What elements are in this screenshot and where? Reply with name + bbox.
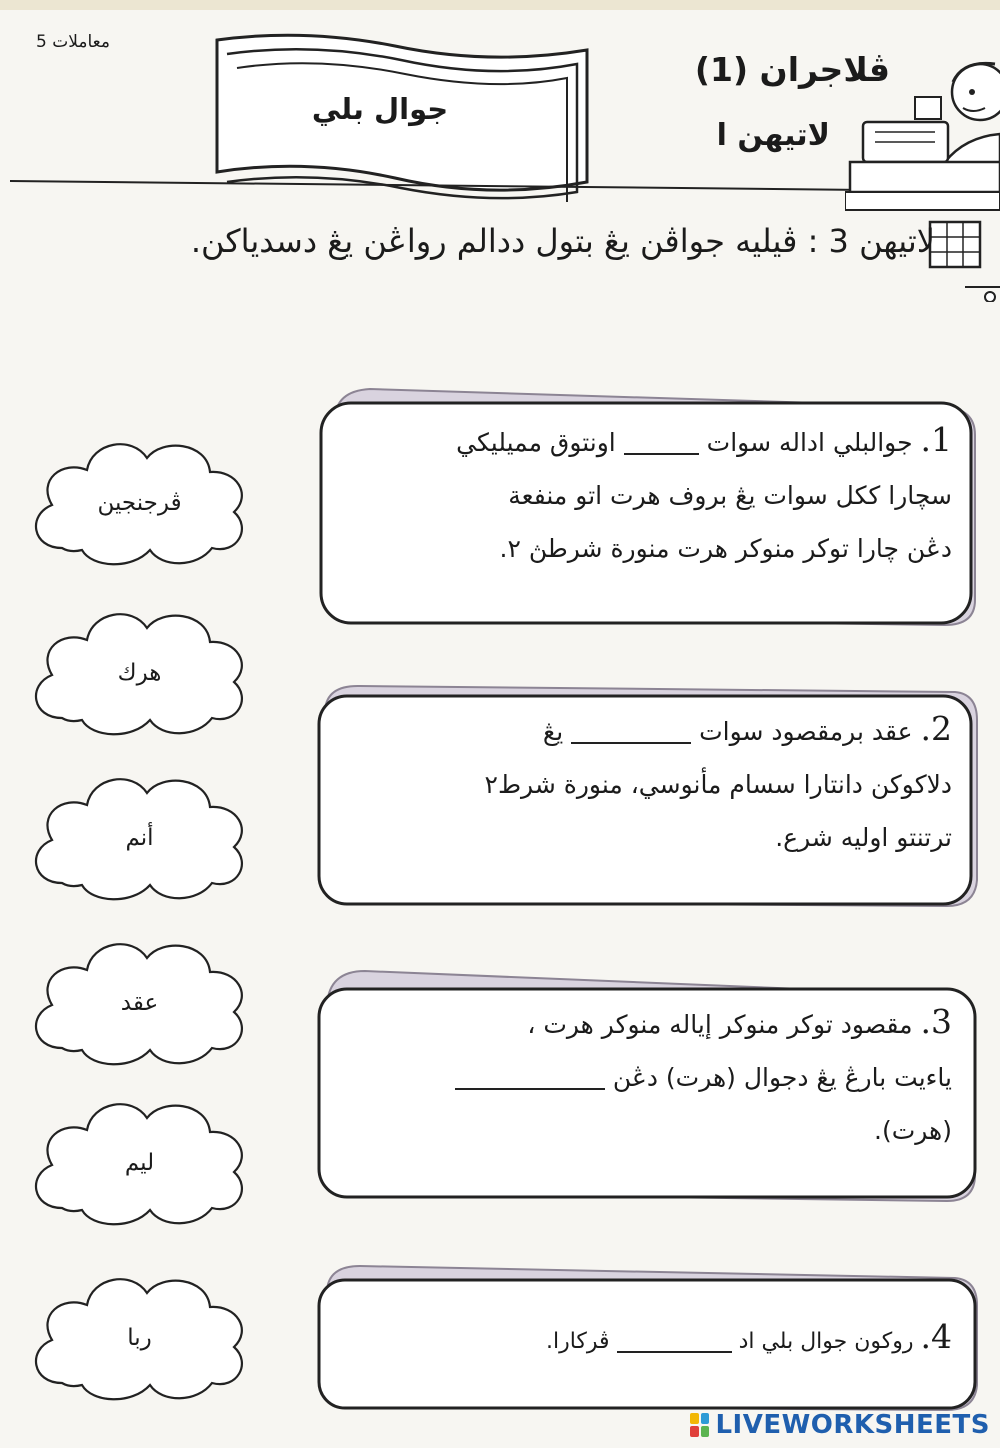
question-number: 3. xyxy=(920,1002,952,1041)
choice-word: ليم xyxy=(124,1149,155,1176)
question-text: دلاكوكن دانتارا سسام مأنوسي، منورة شرط٢ xyxy=(484,770,952,799)
question-number: 1. xyxy=(920,420,952,459)
answer-blank-1[interactable] xyxy=(624,433,699,455)
question-number: 4. xyxy=(920,1317,952,1356)
question-text: ترتنتو اوليه شرع. xyxy=(775,823,952,852)
answer-blank-2[interactable] xyxy=(571,722,691,744)
question-text: ڤركارا. xyxy=(546,1329,610,1354)
question-number: 2. xyxy=(920,709,952,748)
question-text: سچارا ككل سوات يڠ بروف هرت اتو منفعة xyxy=(508,481,952,510)
answer-blank-3[interactable] xyxy=(455,1068,605,1090)
question-text: عقد برمقصود سوات xyxy=(699,717,913,746)
choice-word: عقد xyxy=(120,989,159,1016)
liveworksheets-watermark xyxy=(690,1410,990,1440)
top-strip xyxy=(0,0,1000,10)
choice-cloud-6[interactable] xyxy=(22,1265,257,1410)
choice-cloud-5[interactable] xyxy=(22,1090,257,1235)
shopping-cart-icon xyxy=(930,222,1000,302)
question-box-1 xyxy=(315,385,980,630)
question-text: جوالبلي اداله سوات xyxy=(706,428,913,457)
choice-cloud-3[interactable] xyxy=(22,765,257,910)
question-box-2 xyxy=(315,680,980,910)
question-text: يڠ xyxy=(542,717,564,746)
choice-word: ڤرجنجين xyxy=(97,489,182,516)
exercise-instruction: لاتيهن 3 : ڤيليه جواڤن يڠ بتول ددالم رواڠن يڠ دسدياكن. xyxy=(190,222,935,260)
choice-cloud-2[interactable] xyxy=(22,600,257,745)
question-text: (هرت). xyxy=(874,1116,952,1145)
question-text: ياءيت بارڠ يڠ دجوال (هرت) دڠن xyxy=(612,1063,952,1092)
answer-blank-4[interactable] xyxy=(617,1331,732,1353)
corner-label: معاملات 5 xyxy=(36,32,110,52)
question-text: مقصود توكر منوكر إياله منوكر هرت ، xyxy=(527,1010,913,1039)
question-box-4 xyxy=(315,1260,980,1415)
brand-name: LIVEWORKSHEETS xyxy=(715,1410,990,1440)
choice-word: هرك xyxy=(117,659,162,686)
question-text: روكون جوال بلي اد xyxy=(738,1329,914,1354)
cashier-illustration xyxy=(845,42,1000,302)
choice-cloud-1[interactable] xyxy=(22,430,257,575)
banner-title: جوال بلي xyxy=(311,92,449,126)
question-box-3 xyxy=(315,965,980,1205)
question-text: دڠن چارا توكر منوكر هرت منورة شرطڽ ٢. xyxy=(499,534,952,563)
question-text: اونتوق مميليكي xyxy=(456,428,616,457)
practice-title: لاتيهن ا xyxy=(716,118,830,153)
choice-cloud-4[interactable] xyxy=(22,930,257,1075)
liveworksheets-logo-icon xyxy=(690,1413,709,1437)
chapter-title: ڤلاجران (1) xyxy=(694,50,890,89)
choice-word: أنم xyxy=(125,824,154,851)
choice-word: ربا xyxy=(127,1324,152,1351)
